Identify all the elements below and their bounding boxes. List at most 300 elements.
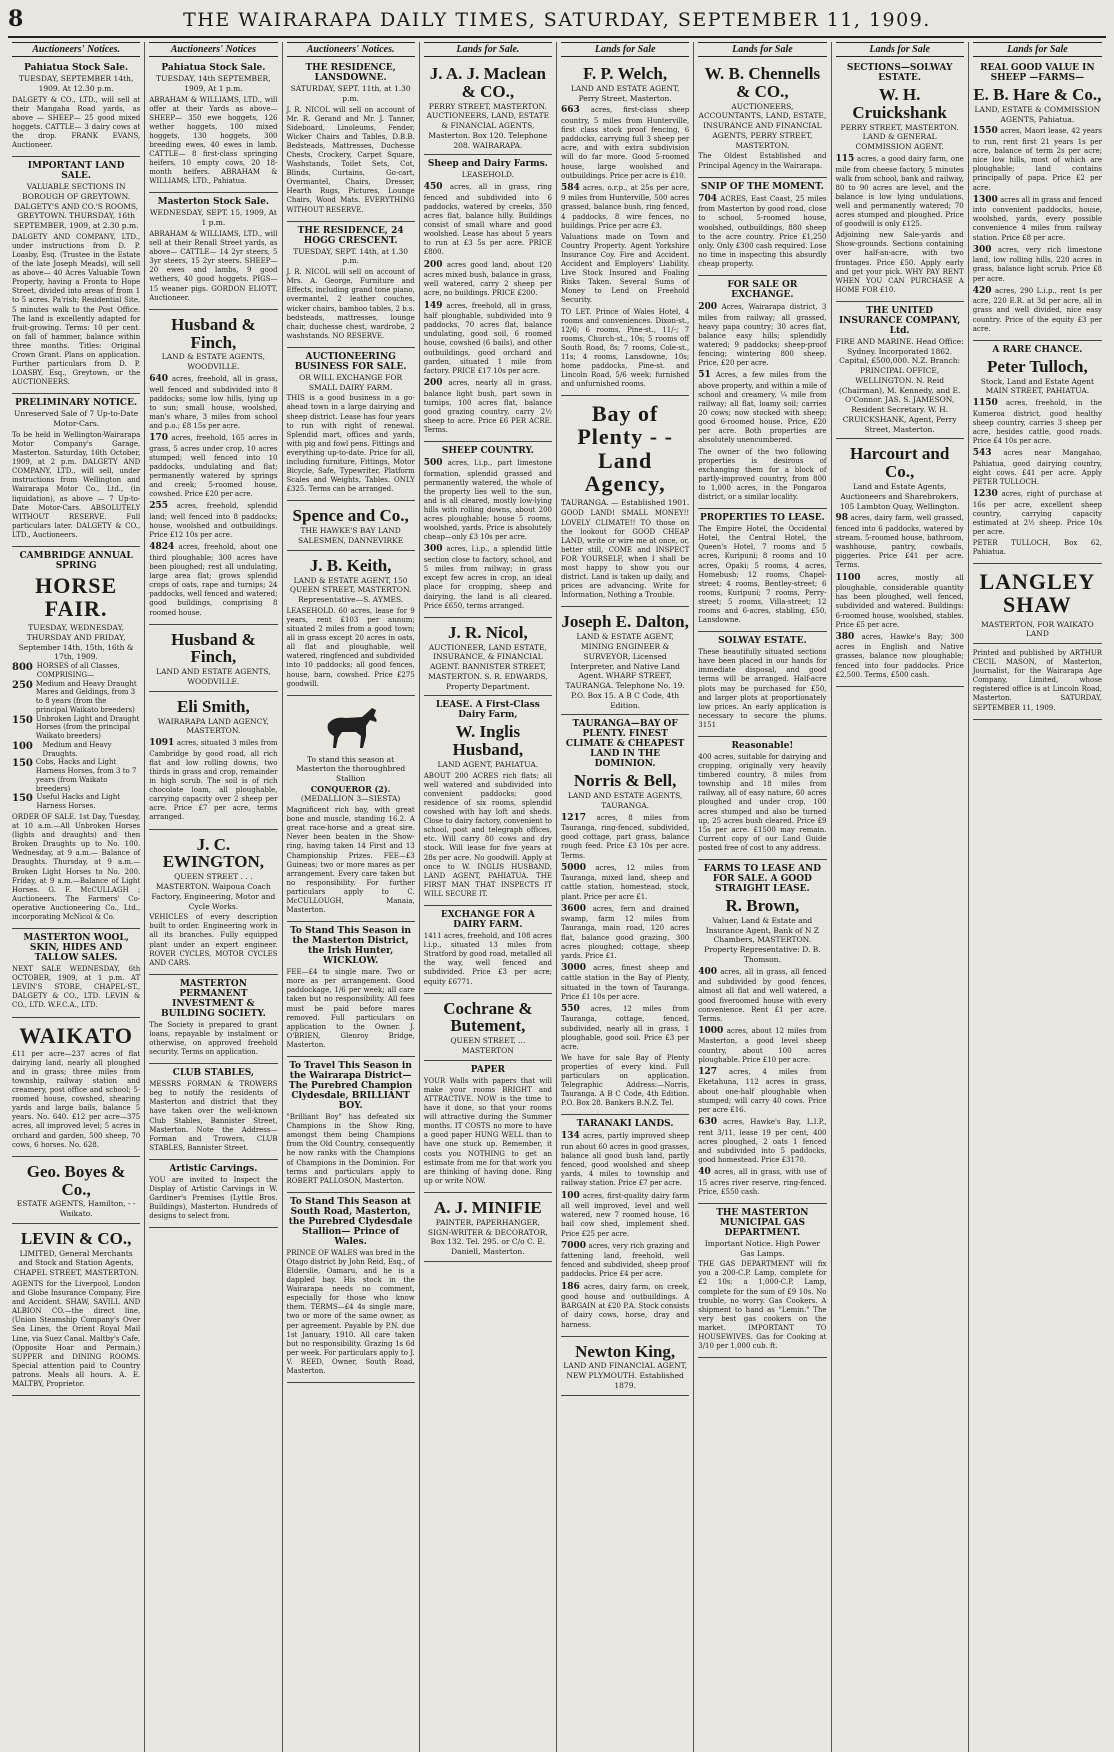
advertisement	[287, 922, 415, 1057]
advertiser-name: A. J. MINIFIE	[434, 1197, 542, 1217]
ad-body: Adjoining new Sale-yards and Show-grounds. Sections containing over half-an-acre, with two frontages. Price £50. Apply early and get your pick. WHY PAY RENT WHEN YOU CAN PURCHASE A HOME FOR £10.	[835, 231, 964, 294]
listing-acreage: 127	[698, 1066, 718, 1077]
ad-heading: TARANAKI LANDS.	[576, 1119, 674, 1130]
listing-entry	[836, 632, 964, 680]
lot-count: 250	[12, 679, 33, 691]
listing-text: acres, freehold, splendid land; well fenced into 8 paddocks; house, woolshed and outbuildings. Price £12 10s per acre.	[149, 502, 278, 540]
advertiser-name: R. Brown,	[725, 896, 800, 916]
ad-subheading: OR WILL EXCHANGE FOR SMALL DAIRY FARM.	[299, 372, 403, 392]
listing-acreage: 300	[972, 244, 992, 255]
listing-text: acres, 12 miles from Tauranga, cottage, fenced, subdivided, nearly all in grass, 1 ploughable, good soil. Price £3 per acre.	[561, 1004, 690, 1051]
ad-subheading: TUESDAY, WEDNESDAY, THURSDAY AND FRIDAY, September 14th, 15th, 16th & 17th, 1909.	[18, 623, 134, 662]
listing-acreage: 400	[698, 966, 718, 977]
advertisement	[424, 994, 552, 1061]
ad-heading: SECTIONS—SOLWAY ESTATE.	[846, 63, 953, 83]
column-3	[283, 42, 420, 1752]
listing-acreage: 420	[972, 285, 992, 296]
ad-body: The Empire Hotel, the Occidental Hotel, the Central Hotel, the Queen's Hotel, 7 rooms and 5 acres, Kuripuni; 8 rooms and 10 acres, Opaki; 5 rooms, 4 acres, Homebush; 12 rooms, Chapel-street; 4 rooms, Bentley-street; 6 rooms, Kuripuni; 7 rooms, Perry-street; 5 rooms, Villa-street; 12 rooms and 6-acres, stabling, £50, Lansdowne.	[698, 525, 827, 625]
ad-heading: IMPORTANT LAND SALE.	[27, 161, 125, 182]
ad-heading: THE RESIDENCE, 24 HOGG CRESCENT.	[297, 225, 404, 246]
listing-entry	[561, 863, 689, 902]
ad-heading: Reasonable!	[731, 741, 794, 751]
advertiser-name: Spence and Co.,	[292, 506, 409, 526]
column-4	[420, 42, 557, 1752]
ad-subheading: Important Notice. High Power Gas Lamps.	[704, 1238, 820, 1258]
advertisement	[149, 59, 277, 193]
advertisement	[424, 906, 552, 994]
ad-subheading: LAND, ESTATE & COMMISSION AGENTS, Pahiatua.	[974, 104, 1101, 124]
advertisement	[287, 348, 415, 502]
advertisement	[287, 1193, 415, 1383]
column-7	[832, 42, 969, 1752]
listing-entry	[561, 904, 689, 961]
ad-body: FEE—£4 to single mare. Two or more as per arrangement. Good paddockage, 1/6 per week; all care taken but no responsibility. All fees must be paid before mares removed. Full particulars on application to the Owner. J. O'BRIEN, Glenroy Bridge, Masterton.	[286, 968, 415, 1049]
listing-text: acres, 12 miles from Tauranga, mixed land, sheep and cattle station, homestead, stock, plant. Price per acre £1.	[561, 863, 690, 901]
advertiser-name: Joseph E. Dalton,	[561, 612, 689, 632]
listing-entry	[973, 126, 1102, 192]
ad-subheading: MASTERTON, FOR WAIKATO LAND	[980, 619, 1094, 639]
lot-row	[12, 793, 140, 811]
listing-entry	[424, 260, 552, 299]
advertisement	[698, 178, 826, 276]
ad-body: The owner of the two following properties is desirous of exchanging them for a block of partly-improved country, from 800 to 1,000 acres, in the Pongaroa district, or a similar locality.	[698, 447, 827, 502]
ad-subheading: Valuer, Land & Estate and Insurance Agent, Bank of N Z Chambers, MASTERTON. Property Representative: D. B. Thomson.	[704, 915, 821, 964]
ad-subheading: ESTATE AGENTS, Hamilton, - - Waikato.	[16, 1199, 136, 1219]
advertisement	[287, 551, 415, 696]
listing-entry	[149, 501, 277, 540]
lot-text: Cobs, Hacks and Light Harness Horses, from 3 to 7 years (from Waikato breeders)	[35, 758, 137, 793]
ad-body: VEHICLES of every description built to order. Engineering work in all its branches. Fully equipped plant under an expert engineer. ROVER CYCLES, MOTOR CYCLES AND CARS.	[149, 913, 278, 967]
listing-acreage: 149	[423, 300, 443, 311]
advertiser-name: W. Inglis Husband,	[452, 722, 524, 760]
lot-count: 800	[12, 662, 33, 674]
advertisement	[287, 222, 415, 348]
ad-subheading: TUESDAY, SEPTEMBER 14th, 1909. At 12.30 p.m.	[18, 74, 134, 93]
listing-acreage: 704	[698, 193, 718, 204]
advertisement	[424, 59, 552, 155]
listing-text: acres, o.r.p., at 25s per acre, 9 miles from Hunterville, 500 acres grassed, balance bush, ring fenced, 4 paddocks, 8 wire fences, no buildings. Price per acre £3.	[561, 183, 690, 230]
ad-subheading: PAINTER, PAPERHANGER, SIGN-WRITER & DECORATOR, Box 132. Tel. 295. or C/o C. E. Daniell, Masterton.	[427, 1217, 548, 1256]
listing-acreage: 663	[561, 105, 580, 116]
ad-body: YOUR Walls with papers that will make your rooms BRIGHT and ATTRACTIVE. NOW is the time to have it done, so that your rooms will attractive during the Summer months. IT COSTS no more to have a good paper HUNG WELL than to have one stuck up. Remember, it costs you NOTHING to get an estimate from me for that work you are thinking of having done. Ring up or write NOW.	[423, 1076, 552, 1185]
advertisement	[149, 310, 277, 625]
listing-entry	[698, 370, 826, 445]
advertisement	[973, 59, 1102, 341]
listing-entry	[424, 458, 552, 542]
advertiser-name: Geo. Boyes & Co.,	[26, 1161, 126, 1199]
listing-entry	[836, 154, 964, 229]
advertiser-name: J. B. Keith,	[309, 555, 392, 575]
column-2	[145, 42, 282, 1752]
listing-text: acres, l.i.p., part limestone formation, splendid grassed and permanently watered, the whole of the property lies well to the sun, and is all cleared, mostly low-lying hills with rolling downs, about 200 acres ploughable; house 5 rooms, woolshed, yards. Price is absolutely cheap—only £3 10s per acre.	[423, 459, 552, 542]
listing-acreage: 543	[972, 448, 992, 459]
column-heading: Auctioneers' Notices	[149, 42, 277, 57]
listing-acreage: 255	[149, 501, 169, 512]
ad-subheading: Stock, Land and Estate Agent MAIN STREET, PAHIATUA.	[980, 376, 1095, 396]
ad-body: GOOD LAND! SMALL MONEY!! LOVELY CLIMATE!! TO those on the lookout for GOOD CHEAP LAND, write or wire me at once, or, better still, COME and INSPECT FOR YOURSELF, when I shall be most happy to show you our district. Land is taken up daily, and prices are advancing. Write for Information, Nothing a Trouble.	[561, 509, 690, 600]
stallion-name: CONQUEROR (2).	[310, 783, 391, 794]
ad-subheading: LAND AND ESTATE AGENT, Perry Street, Masterton.	[570, 83, 680, 103]
advertisement	[149, 625, 277, 692]
advertisement	[149, 975, 277, 1064]
listing-entry	[561, 1004, 689, 1052]
listing-entry	[973, 245, 1102, 284]
advertisement	[561, 59, 689, 396]
listing-text: acres, freehold, all in grass, well fenced and subdivided into 8 paddocks; some low hills, lying up to sun; small house, woolshed, man's whare, 3 miles from school and p.o.; £8 15s per acre.	[149, 374, 278, 430]
lot-text: Medium and Heavy Draught Mares and Geldings, from 3 to 8 years (from the principal Waikato breeders)	[35, 679, 137, 714]
ad-subheading: AUCTIONEERS, ACCOUNTANTS, LAND, ESTATE, INSURANCE AND FINANCIAL AGENTS, PERRY STREET, MASTERTON.	[698, 101, 827, 150]
ad-subheading: QUEEN STREET . . . MASTERTON. Waipoua Coach Factory, Engineering, Motor and Cycle Works.	[151, 872, 276, 911]
advertiser-name: Harcourt and Co.,	[849, 444, 950, 482]
lot-text: HORSES of all Classes, COMPRISING—	[36, 662, 120, 679]
listing-entry	[698, 1117, 826, 1165]
listing-acreage: 584	[561, 182, 580, 193]
listing-acreage: 3600	[561, 903, 587, 914]
listing-entry	[561, 1191, 689, 1239]
ad-display-heading: LANGLEY SHAW	[979, 569, 1096, 618]
ad-body: ABRAHAM & WILLIAMS, LTD., will offer at their Yards as above— SHEEP— 350 ewe hoggets, 126 wether hoggets, 100 mixed hoggets, 130 hoggets, 300 breeding ewes, 40 ewes in lamb. CATTLE— 8 first-class springing heifers, 10 empty cows, 20 18-month heifers. ABRAHAM & WILLIAMS, LTD., Pahiatua.	[149, 95, 278, 186]
advertisement	[12, 1224, 140, 1396]
ad-body: Valuations made on Town and Country Property. Agent Yorkshire Insurance Coy. Fire and Accident. Accident and Employers' Liability. Live Stock Insured and Foaling Risks Taken. Several Sums of Money to Lend on Freehold Security.	[561, 232, 690, 305]
listing-acreage: 300	[423, 544, 443, 555]
listing-entry	[698, 1026, 826, 1065]
listing-entry	[561, 1131, 689, 1188]
advertisement	[973, 341, 1102, 565]
ad-heading: Sheep and Dairy Farms.	[427, 159, 548, 170]
lot-count: 150	[12, 793, 33, 805]
listing-text: Acres, Wairarapa district, 3 miles from railway; all grassed, heavy papa country; 30 acres flat, balance easy hills; splendidly watered; 9 paddocks; sheep-proof fencing; wintering 800 sheep. Price, £20 per acre.	[698, 302, 827, 368]
listing-entry	[561, 105, 689, 180]
ad-body: THE GAS DEPARTMENT will fix you a 200-C.P. Lamp, complete for £2 10s; a 1,000-C.P. Lamp, complete for the sum of £9 10s. No trouble, no worry. Gas Cookers. A shipment to hand as "Lemin." The very best gas cookers on the market. IMPORTANT TO HOUSEWIVES. Gas for Cooking at 3/10 per 1,000 cub. ft.	[698, 1260, 827, 1351]
ad-subheading: SATURDAY, SEPT. 11th, at 1.30 p.m.	[290, 84, 411, 103]
ad-subheading: TAURANGA. — Established 1901.	[561, 497, 690, 507]
column-6	[694, 42, 831, 1752]
listing-text: acres, 4 miles from Eketahuna, 112 acres in grass, about one-half ploughable when stumped; will carry 40 cows. Price per acre £16.	[698, 1067, 827, 1114]
ad-body: To be held in Wellington-Wairarapa Motor Company's Garage, Masterton. Saturday, 16th October, 1909, at 2 p.m. DALGETY AND COMPANY, LTD., will sell, under instructions from Wellington and Wairarapa Motor Co., Ltd., (in liquidation), as above — 7 Up-to-Date Motor-Cars. ABSOLUTELY WITHOUT RESERVE. Full particulars later. DALGETY & CO., LTD., Auctioneers.	[12, 430, 141, 539]
advertisement	[698, 59, 826, 178]
listing-acreage: 186	[561, 1281, 580, 1292]
column-5	[557, 42, 694, 1752]
ad-body: 400 acres, suitable for dairying and cropping, originally very heavily timbered country, 8 miles from township and 18 miles from railway, all of easy nature, 60 acres ploughed and under crop, 100 acres stumped and also be turned up, 25 acres bush cleared. Price £9 15s per acre. £1500 may remain. Current copy of our Land Guide posted free of cost to any address.	[698, 753, 827, 852]
advertisement	[149, 193, 277, 309]
listing-acreage: 3000	[561, 962, 587, 973]
listing-text: acres good land, about 120 acres mixed bush, balance in grass, well watered, carry 2 sheep per acre, no buildings. PRICE £200.	[423, 260, 552, 298]
ad-subheading: FIRE AND MARINE. Head Office: Sydney. Incorporated 1862. Capital, £500,000. N.Z. Branch: PRINCIPAL OFFICE, WELLINGTON. N. Reid (Chairman), M. Kennedy, and E. O'Connor. JAS. S. JAMESON, Resident Secretary. W. H. CRUICKSHANK, Agent, Perry Street, Masterton.	[835, 336, 964, 434]
ad-subheading: LEASEHOLD.	[461, 170, 515, 180]
ad-subheading: LAND AND ESTATE AGENTS, WOODVILLE.	[156, 667, 271, 687]
listing-text: acres, dairy farm, on creek, good house and outbuildings. A BARGAIN at £20 P.A. Stock consists of dairy cows, horse, dray and harness.	[561, 1282, 690, 1329]
ad-display-heading: WAIKATO	[19, 1022, 134, 1048]
ad-heading: CAMBRIDGE ANNUAL SPRING	[19, 551, 133, 572]
listing-acreage: 200	[698, 301, 718, 312]
ad-heading: Artistic Carvings.	[169, 1163, 258, 1174]
listing-acreage: 550	[561, 1003, 580, 1014]
listing-text: acres, freehold, about one third ploughable; 300 acres have been ploughed; rest all undulating, large area flat; grows splendid crops of oats, rape and turnips; 24 paddocks, well fenced and watered; good buildings, comprising 8 roomed house.	[149, 543, 278, 617]
advertisement	[561, 1115, 689, 1336]
listing-entry	[698, 1167, 826, 1197]
stallion-pedigree: (MEDALLION 3—SIESTA)	[300, 794, 401, 804]
advertiser-name: J. C. EWINGTON,	[162, 834, 264, 872]
advertisement	[12, 1157, 140, 1224]
advertisement	[561, 607, 689, 715]
column-8	[969, 42, 1106, 1752]
column-heading: Lands for Sale	[836, 42, 964, 57]
listing-text: acres, right of purchase at 16s per acre, excellent sheep country, carrying capacity estimated at 2½ sheep. Price 10s per acre.	[972, 490, 1102, 537]
advertisement	[12, 157, 140, 394]
ad-body: 1411 acres, freehold, and 108 acres l.i.p., situated 13 miles from Stratford by good road, metalled all the way, well fenced and subdivided. Price £3 per acre; equity £6771.	[423, 932, 552, 986]
listing-text: acres, situated 3 miles from Cambridge by good road, all rich flat and low rolling downs, two thirds in grass and crop, remainder in high scrub. The soil is of rich chocolate loam, all ploughable, carrying capacity over 2 sheep per acre. Price £7 per acre, terms arranged.	[149, 739, 278, 822]
listing-entry	[698, 302, 826, 368]
advertiser-name: J. A. J. Maclean & CO.,	[429, 64, 546, 101]
advertiser-name: F. P. Welch,	[583, 64, 668, 83]
listing-acreage: 380	[835, 631, 855, 642]
column-1	[8, 42, 145, 1752]
advertisement	[424, 155, 552, 442]
lot-count: 150	[12, 758, 33, 770]
listing-acreage: 1100	[835, 572, 861, 583]
ad-heading: CLUB STABLES,	[172, 1068, 255, 1079]
ad-heading: THE RESIDENCE, LANSDOWNE.	[305, 63, 396, 83]
ad-subheading: THE HAWKE'S BAY LAND SALESMEN, DANNEVIRKE	[297, 526, 404, 545]
ad-body: The Society is prepared to grant loans, repayable by instalment or otherwise, on approved freehold security. Terms on application.	[149, 1020, 278, 1057]
listing-entry	[561, 1241, 689, 1280]
column-heading: Auctioneers' Notices.	[287, 42, 415, 57]
advertisement	[149, 1064, 277, 1160]
advertisement	[698, 509, 826, 632]
column-heading: Auctioneers' Notices.	[12, 42, 140, 57]
column-heading: Lands for Sale	[561, 42, 689, 57]
ad-heading: EXCHANGE FOR A DAIRY FARM.	[440, 910, 535, 931]
ad-heading: LEASE. A First-Class Dairy Farm,	[435, 700, 540, 721]
listing-acreage: 134	[561, 1131, 580, 1142]
lot-row	[12, 662, 140, 680]
advertisement	[12, 929, 140, 1017]
listing-acreage: 1000	[698, 1025, 724, 1036]
stallion-body: Magnificent rich bay, with great bone and muscle, standing 16.2. A great race-horse and a great sire. Never been beaten in the Show-ring, having taken 14 First and 13 Championship Prizes. FEE—£3 Guineas; two or more mares as per arrangement. Every care taken but no responsibility. For further particulars apply to C. McCULLOUGH, Manaia, Masterton.	[286, 806, 415, 915]
ad-subheading: Land and Estate Agents, Auctioneers and Sharebrokers, 105 Lambton Quay, Wellington.	[839, 482, 960, 511]
newspaper-title: THE WAIRARAPA DAILY TIMES, SATURDAY, SEPTEMBER 11, 1909.	[183, 9, 931, 31]
listing-acreage: 98	[835, 513, 849, 524]
lot-text: Useful Hacks and Light Harness Horses.	[36, 793, 121, 811]
listing-text: acres, all in grass, ring fenced and subdivided into 6 paddocks, watered by creeks, 350 acres flat, balance hilly. Buildings consist of small whare and good woolshed. Lease has about 5 years to run at £3 5s per acre. PRICE £800.	[423, 183, 552, 257]
ad-subheading: VALUABLE SECTIONS IN BOROUGH OF GREYTOWN. DALGETY'S AND CO.'S ROOMS, GREYTOWN. THURSDAY, 16th SEPTEMBER, 1909, at 2.30 p.m.	[13, 182, 139, 231]
ad-display-heading: Bay of Plenty - - Land Agency,	[577, 401, 673, 496]
ad-subheading: PERRY STREET, MASTERTON. AUCTIONEERS, LAND, ESTATE & FINANCIAL AGENTS, Masterton. Box 120. Telephone 208. WAIRARAPA.	[426, 101, 550, 150]
listing-entry	[836, 513, 964, 570]
ad-subheading: TUESDAY, 14th SEPTEMBER, 1909, At 1 p.m.	[156, 74, 271, 93]
advertiser-name: Husband & Finch,	[171, 629, 256, 667]
listing-text: acres all in grass and fenced into convenient paddocks, house, woolshed, yards, every possible convenience 4 miles from railway station. Price £8 per acre.	[972, 195, 1102, 242]
advertisement	[836, 59, 964, 302]
ad-body: LEASEHOLD. 60 acres, lease for 9 years, rent £103 per annum; situated 2 miles from a good town; all in grass except 20 acres in oats, all flat and ploughable, well watered, ringfenced and subdivided into 10 paddocks; all good fences, house, barn, cowshed. Price £275 goodwill.	[286, 606, 415, 688]
ad-body: ABOUT 200 ACRES rich flats; all well watered and subdivided into convenient paddocks; good residence of six rooms, splendid cowshed with hay loft and sheds. Close to dairy factory, convenient to school, post and telegraph offices, etc. Will carry 80 cows and dry stock. Will lease for five years at 28s per acre. No goodwill. Apply at once to W. INGLIS HUSBAND, LAND AGENT, PAHIATUA. THE FIRST MAN THAT INSPECTS IT WILL SECURE IT.	[423, 771, 552, 898]
stallion-advertisement	[287, 696, 415, 923]
ad-heading: THE MASTERTON MUNICIPAL GAS DEPARTMENT.	[716, 1207, 809, 1238]
ad-body: PETER TULLOCH, Box 62, Pahiatua.	[972, 539, 1102, 557]
advertiser-name: Peter Tulloch,	[987, 356, 1088, 376]
listing-entry	[149, 433, 277, 499]
listing-text: acres, all in grass, with use of 15 acres river reserve, ring-fenced. Price, £550 cash.	[698, 1167, 827, 1196]
ad-heading: SNIP OF THE MOMENT.	[700, 181, 824, 192]
listing-text: acres, nearly all in grass, balance light bush, part sown in turnips, 100 acres flat, balance good grazing country, carry 2½ sheep to acre. Price £6 PER ACRE. Terms.	[423, 378, 552, 434]
advertiser-name: E. B. Hare & Co.,	[973, 85, 1102, 104]
listing-text: acres near Mangahao, Pahiatua, good dairying country, eight cows. £41 per acre. Apply PETER TULLOCH.	[972, 449, 1102, 486]
ad-heading: SHEEP COUNTRY.	[441, 446, 534, 456]
ad-body: "Brilliant Boy" has defeated six Champions in the Show Ring, amongst them being Champions from the Old Country, consequently he now ranks with the Champions of Champions in the Dominion. For terms and particulars apply to ROBERT PALLOSON, Masterton.	[286, 1113, 415, 1185]
listing-entry	[698, 1067, 826, 1115]
ad-body: YOU are invited to Inspect the Display of Artistic Carvings in W. Gardiner's Premises (Lyttle Bros. Buildings), Masterton. Hundreds of designs to select from.	[149, 1175, 278, 1221]
listing-entry	[149, 542, 277, 617]
ad-subheading: LAND & ESTATE AGENT, MINING ENGINEER & SURVEYOR, Licensed Interpreter, and Native Land Agent. WHARF STREET, TAURANGA. Telephone No. 19. P.O. Box 15. A B C Code, 4th Edition.	[565, 632, 685, 710]
advertisement	[12, 59, 140, 157]
ad-heading: Pahiatua Stock Sale.	[161, 63, 266, 73]
listing-text: acres, dairy farm, well grassed, fenced into 6 paddocks, watered by stream. 5-roomed house, bathroom, washhouse, pantry, cowbails, piggeries. Price £41 per acre. Terms.	[835, 514, 964, 570]
listing-acreage: 450	[423, 182, 443, 193]
ad-body: AGENTS for the Liverpool, London and Globe Insurance Company, Fire and Accident. SHAW, SAVILL AND ALBION CO.—the direct line, (Union Steamship Company's Over Sea Lines, the Orient Royal Mail Line, via Suez Canal. Maltby's Cafe, (Opposite Hoar and Permain.) SUPPER and DINING ROOMS. Special attention paid to Country patrons. Meals all hours. A. E. MALTBY, Proprietor.	[12, 1279, 141, 1388]
listing-text: acres, Maori lease, 42 years to run, rent first 21 years 1s per acre, balance of term 2s per acre; nice low hills, most of which are ploughable; land contains principally of papa. Price £2 per acre.	[972, 127, 1102, 192]
lot-row	[12, 741, 140, 759]
advertiser-name: Eli Smith,	[177, 696, 250, 716]
listing-acreage: 170	[149, 433, 169, 444]
advertiser-name: W. H. Cruickshank	[852, 85, 947, 122]
listing-acreage: 1091	[149, 738, 175, 749]
advertiser-name: Husband & Finch,	[171, 314, 256, 352]
listing-entry	[424, 301, 552, 376]
advertisement	[698, 860, 826, 1204]
listing-acreage: 1150	[972, 398, 998, 409]
lot-row	[12, 680, 140, 715]
listing-acreage: 100	[561, 1190, 580, 1201]
ad-heading: REAL GOOD VALUE IN SHEEP —FARMS—	[980, 63, 1095, 83]
advertiser-name: Cochrane & Butement,	[443, 998, 533, 1036]
ad-body: J. R. NICOL will sell on account of Mrs. A. George, Furniture and Effects, including grand tone piano, overmantel, 2 leather couches, wicker chairs, bamboo tables, 2 b.s. bedsteads, mattresses, lounge chair, duchesse chest, wardrobe, 2 washstands. NO RESERVE.	[286, 268, 415, 340]
listing-acreage: 1550	[972, 126, 998, 137]
listing-text: acres, fern and drained swamp, farm 12 miles from Tauranga, main road, 120 acres flat, balance good grazing, 300 acres ploughed; cottage, sheep yards. Price £1.	[561, 904, 690, 960]
advertiser-name: Norris & Bell,	[573, 771, 677, 791]
listing-text: acres, first-class sheep country, 5 miles from Hunterville, first class stock proof fencing, 6 paddocks, carrying full 3 sheep per acre, and with extra subdivision will do far more. Good 5-roomed house, large woolshed and outbuildings. Price per acre is £10.	[561, 106, 690, 180]
advertisement	[698, 632, 826, 737]
listing-entry	[973, 448, 1102, 487]
advertiser-name: J. R. Nicol,	[447, 622, 528, 642]
advertisement	[12, 1018, 140, 1157]
lot-count: 150	[12, 714, 33, 726]
ad-subheading: LAND AND FINANCIAL AGENT, NEW PLYMOUTH. Established 1879.	[563, 1361, 687, 1390]
listing-text: acres, 8 miles from Tauranga, ring-fenced, subdivided, good cottage, part grass, balance rough feed. Price £3 10s per acre. Terms.	[561, 813, 690, 860]
ad-subheading: LAND AGENT, PAHIATUA.	[437, 759, 539, 769]
listing-acreage: 4824	[149, 542, 175, 553]
listing-entry	[424, 378, 552, 435]
listing-entry	[698, 194, 826, 269]
ad-heading: FOR SALE OR EXCHANGE.	[727, 279, 798, 300]
ad-subheading: LIMITED, General Merchants and Stock and Station Agents, CHAPEL STREET, MASTERTON.	[13, 1248, 139, 1278]
listing-text: acres, partly improved sheep run about 60 acres in good grasses, balance all good bush land, partly fenced, good woolshed and sheep yards, 4 miles to township and railway station. Price £7 per acre.	[561, 1132, 690, 1188]
listing-entry	[973, 195, 1102, 243]
ad-subheading: LAND AND ESTATE AGENTS, TAURANGA.	[567, 791, 683, 810]
listing-entry	[424, 544, 552, 610]
listing-acreage: 7000	[561, 1240, 587, 1251]
listing-acreage: 200	[423, 259, 443, 270]
ad-display-heading: HORSE FAIR.	[35, 573, 118, 622]
advertisement	[424, 696, 552, 906]
listing-entry	[973, 489, 1102, 537]
advertiser-name: W. B. Chennells & CO.,	[704, 64, 821, 101]
listing-acreage: 5000	[561, 862, 587, 873]
ad-heading: Pahiatua Stock Sale.	[24, 63, 129, 73]
ad-heading: TAURANGA—BAY OF PLENTY. FINEST CLIMATE & CHEAPEST LAND IN THE DOMINION.	[565, 719, 685, 770]
listing-text: acres, mostly all ploughable, considerable quantity has been ploughed, well fenced, subdivided and watered. Buildings: 6-roomed house, woolshed, stables. Price £5 per acre.	[835, 573, 964, 629]
listing-acreage: 51	[698, 370, 711, 381]
listing-text: acres, a good dairy farm, one mile from cheese factory, 5 minutes walk from school, bank and railway, 80 to 90 acres are level, and the balance is low lying undulations, well and permanently watered; 70 acres stumped and ploughed. Price of goodwill is only £125.	[835, 154, 964, 229]
ad-heading: To Travel This Season in the Wairarapa District— The Purebred Champion Clydesdale, BRILLIANT BOY.	[288, 1061, 413, 1112]
column-heading: Lands for Sale.	[424, 42, 552, 57]
ad-heading: SOLWAY ESTATE.	[718, 636, 807, 647]
advertisement	[836, 302, 964, 440]
listing-text: acres, very rich grazing and fattening land, freehold, well fenced and subdivided, sheep proof paddocks. Price £4 per acre.	[561, 1241, 690, 1279]
advertisement	[424, 1193, 552, 1262]
ad-heading: PROPERTIES TO LEASE.	[699, 513, 825, 524]
ad-heading: To Stand This Season in the Masterton District, the Irish Hunter, WICKLOW.	[290, 926, 412, 967]
ad-heading: PRELIMINARY NOTICE.	[15, 398, 138, 409]
listing-entry	[973, 398, 1102, 446]
stallion-headline: To stand this season at Masterton the thoroughbred Stallion	[296, 754, 406, 784]
ad-body: ABRAHAM & WILLIAMS, LTD., will sell at their Renall Street yards, as above— CATTLE— 14 2yr steers, 5 3yr steers, 15 2yr steers. SHEEP— 20 ewes and lambs, 9 good wethers, 40 good hoggets. PIGS— 15 weaner pigs. GORDON ELIOTT, Auctioneer.	[149, 229, 278, 302]
ad-body: THIS is a good business in a go-ahead town in a large dairying and sheep district. Lease has four years to run with right of renewal. Splendid mart, offices and yards, with pig and fowl pens. Fittings and everything up-to-date. Price for all, including furniture, Fittings, Motor Bicycle, Safe, Typewriter, Platform Scales and Weights, Tables. ONLY £325. Terms can be arranged.	[286, 394, 415, 494]
advertiser-name: Newton King,	[575, 1341, 676, 1361]
advertisement	[561, 715, 689, 1115]
listing-text: acres, about 12 miles from Masterton, a good level sheep country, about 100 acres ploughable. Price £10 per acre.	[698, 1026, 827, 1064]
ad-heading: FARMS TO LEASE AND FOR SALE. A GOOD STRAIGHT LEASE.	[703, 864, 822, 895]
advertisement	[287, 1057, 415, 1193]
listing-text: Acres, a few miles from the above property, and within a mile of school and creamery, ¼ mile from railway; all flat, loamy soil; carries 20 cows; now stocked with sheep; good 6-roomed house. Price, £20 per acre. Both properties are absolutely unencumbered.	[698, 371, 827, 445]
listing-entry	[836, 573, 964, 630]
ad-body: Printed and published by ARTHUR CECIL MASON, of Masterton, Journalist, for the Wairarapa Age Company, Limited, whose registered office is at Lincoln Road, Masterton. SATURDAY, SEPTEMBER 11, 1909.	[972, 649, 1102, 712]
listing-entry	[149, 738, 277, 822]
listing-entry	[149, 374, 277, 431]
ad-heading: THE UNITED INSURANCE COMPANY, Ltd.	[838, 305, 961, 336]
ad-subheading: WEDNESDAY, SEPT. 15, 1909, At 1 p.m.	[149, 208, 277, 228]
ad-heading: To Stand This Season at South Road, Masterton, the Purebred Clydesdale Stallion— Prince of Wales.	[288, 1196, 413, 1247]
listing-acreage: 640	[149, 373, 169, 384]
listing-acreage: 630	[698, 1116, 718, 1127]
ad-subheading: WAIRARAPA LAND AGENCY, MASTERTON.	[157, 716, 269, 736]
listing-entry	[561, 1282, 689, 1330]
ad-body: These beautifully situated sections have been placed in our hands for immediate disposal, and good terms will be arranged. Half-acre plots may be purchased for £50, and larger plots at proportionately low prices. An early application is necessary to secure the plums. 3151	[698, 648, 827, 729]
advertisement	[836, 439, 964, 686]
advertisement	[973, 564, 1102, 644]
listing-text: acres, freehold, 165 acres in grass, 5 acres under crop, 10 acres stumped; well fenced into 10 paddocks, undulating and flat; permanently watered by springs and creek; 5-roomed house, cowshed. Price £20 per acre.	[149, 434, 278, 499]
ad-subheading: PERRY STREET, MASTERTON. LAND & GENERAL COMMISSION AGENT.	[840, 122, 959, 152]
ad-body: NEXT SALE WEDNESDAY, 6th OCTOBER, 1909, at 1 p.m. AT LEVIN'S STORE, CHAPEL-ST., DALGETY & CO., LTD. LEVIN & CO., LTD. W.F.C.A., LTD.	[12, 965, 141, 1010]
listing-entry	[561, 963, 689, 1002]
listing-acreage: 200	[423, 377, 443, 388]
lot-count: 100	[12, 740, 33, 752]
advertisement	[698, 276, 826, 509]
listing-entry	[561, 813, 689, 861]
ad-body: ORDER OF SALE. 1st Day, Tuesday, at 10 a.m.—All Unbroken Horses (lights and draughts) and then Broken Draughts up to No. 100. Wednesday, at 9 a.m.— Balance of Draughts. Thursday, at 9 a.m.—Broken Light Horses to No. 200. Friday, at 9 a.m.—Balance of Light Horses. G. F. McCULLAGH ; Auctioneers. The Farmers' Co-operative Auctioneering Co., Ltd., incorporating McNicol & Co.	[12, 812, 141, 921]
listing-text: acres, l.i.p., a splendid little section close to factory, school, and 5 miles from railway; in grass except few acres in crop, an ideal place for cropping, sheep and dairying, the land is all cleared. Price £650, terms arranged.	[423, 545, 552, 610]
ad-body: We have for sale Bay of Plenty properties of every kind. Full particulars on application. Telegraphic Address:—Norris, Tauranga. A B C Code, 4th Edition. P.O. Box 28. Bankers B.N.Z. Tel.	[561, 1053, 690, 1108]
page-number: 8	[8, 6, 24, 32]
listing-text: acres, Hawke's Bay, L.I.P., rent 3/11, lease 19 per cent, 400 acres ploughed, 2 oats 1 fenced and subdivided into 5 paddocks, good homestead. Price £3170.	[698, 1117, 827, 1164]
advertisement	[12, 547, 140, 929]
advertisement	[698, 737, 826, 860]
advertisement	[424, 442, 552, 618]
ad-body: J. R. NICOL will sell on account of Mr. R. Gerand and Mr. J. Tanner, Sideboard, Linoleums, Fender, Wicker Chairs and Tables, D.B.B. Bedsteads, Mattresses, Duchesse Chests, Crockery, Carpet Square, Washstands, Toilet Sets, Cot, Blinds, Curtains, Go-cart, Overmantel, Chairs, Dresser, Hearth Rugs, Pictures, Lounge Chairs, Wood Mats. EVERYTHING WITHOUT RESERVE.	[286, 105, 415, 214]
ad-subheading: LAND & ESTATE AGENTS, WOODVILLE.	[161, 352, 265, 372]
columns	[8, 42, 1106, 1752]
ad-subheading: TUESDAY, SEPT. 14th, at 1.30 p.m.	[293, 246, 409, 266]
advertisement	[561, 396, 689, 607]
